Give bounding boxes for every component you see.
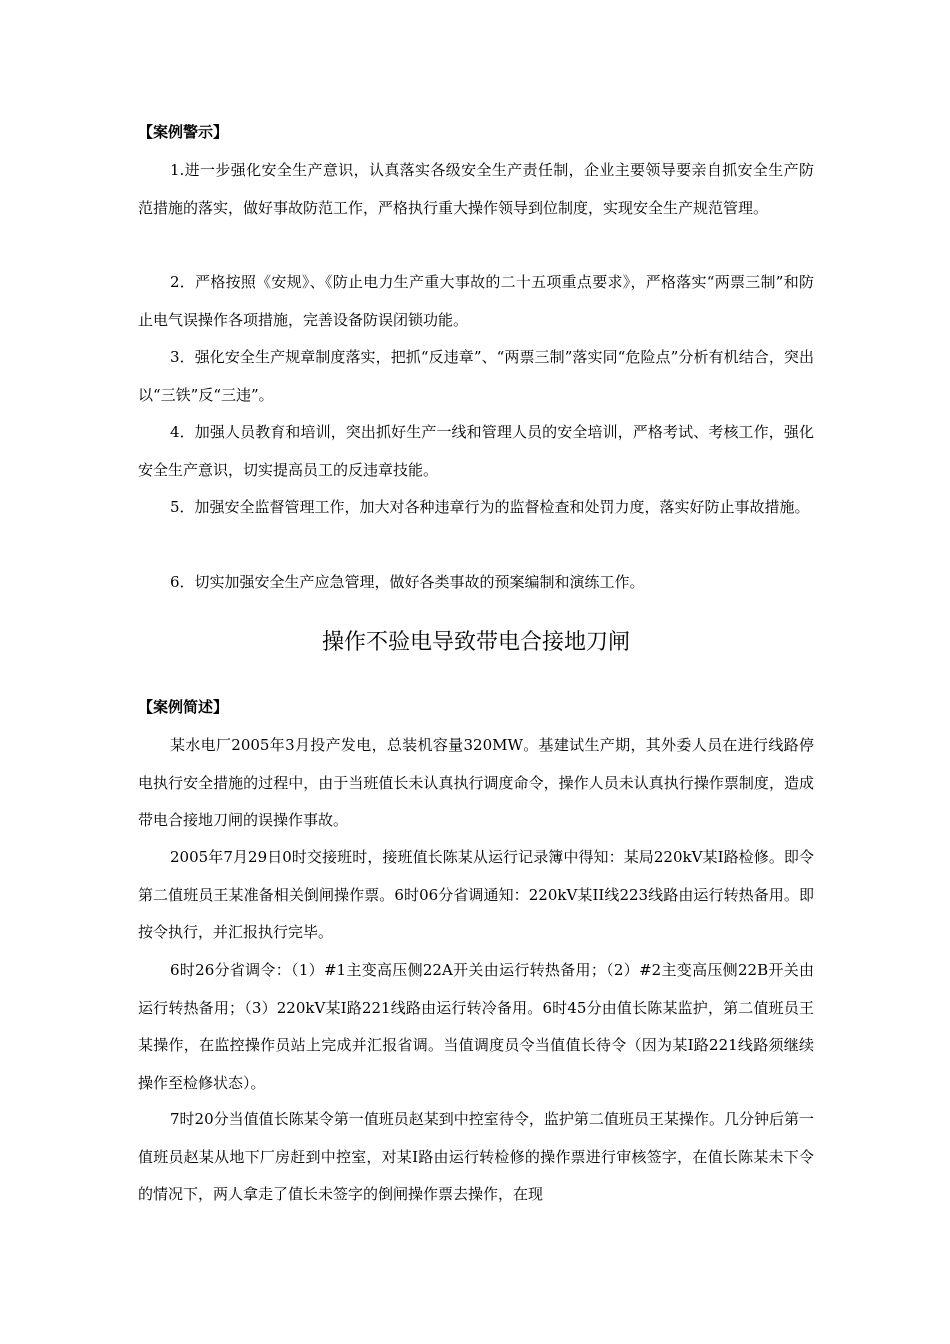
summary-paragraph-3: 6时26分省调令：（1）#1主变高压侧22A开关由运行转热备用；（2）#2主变高压侧22B开关由运行转热备用；（3）220kV某I路221线路由运行转冷备用。6时45分由值长陈某监护，第二值班员王某操作，在监控操作员站上完成并汇报省调。当值调度员令当值值长待令（因为某I路221线路须继续操作至检修状态）。 — [138, 961, 814, 1092]
summary-paragraph-2: 2005年7月29日0时交接班时，接班值长陈某从运行记录簿中得知：某局220kV某I路检修。即令第二值班员王某准备相关倒闸操作票。6时06分省调通知：220kV某II线223线路由运行转热备用。即按令执行，并汇报执行完毕。 — [138, 848, 814, 941]
summary-paragraph-4: 7时20分当值值长陈某令第一值班员赵某到中控室待令，监护第二值班员王某操作。几分钟后第一值班员赵某从地下厂房赶到中控室，对某I路由运行转检修的操作票进行审核签字，在值长陈某未下令的情况下，两人拿走了值长未签字的倒闸操作票去操作，在现 — [138, 1110, 814, 1203]
warning-paragraph-1: 1.进一步强化安全生产意识，认真落实各级安全生产责任制，企业主要领导要亲自抓安全生产防范措施的落实，做好事故防范工作，严格执行重大操作领导到位制度，实现安全生产规范管理。 — [138, 161, 814, 217]
warning-paragraph-5: 5．加强安全监督管理工作，加大对各种违章行为的监督检查和处罚力度，落实好防止事故措施。 — [170, 498, 810, 516]
summary-section-heading: 【案例简述】 — [138, 698, 229, 716]
warning-paragraph-2: 2．严格按照《安规》、《防止电力生产重大事故的二十五项重点要求》，严格落实“两票三制”和防止电气误操作各项措施，完善设备防误闭锁功能。 — [138, 273, 814, 329]
warning-section-heading: 【案例警示】 — [138, 123, 229, 141]
summary-paragraph-1: 某水电厂2005年3月投产发电，总装机容量320MW。基建试生产期，其外委人员在进行线路停电执行安全措施的过程中，由于当班值长未认真执行调度命令，操作人员未认真执行操作票制度，造成带电合接地刀闸的误操作事故。 — [138, 736, 814, 829]
article-title: 操作不验电导致带电合接地刀闸 — [321, 630, 630, 655]
warning-paragraph-6: 6．切实加强安全生产应急管理，做好各类事故的预案编制和演练工作。 — [170, 573, 645, 591]
warning-paragraph-4: 4．加强人员教育和培训，突出抓好生产一线和管理人员的安全培训，严格考试、考核工作，强化安全生产意识，切实提高员工的反违章技能。 — [138, 423, 814, 479]
warning-paragraph-3: 3．强化安全生产规章制度落实，把抓“反违章”、“两票三制”落实同“危险点”分析有机结合，突出以“三铁”反“三违”。 — [138, 348, 814, 404]
